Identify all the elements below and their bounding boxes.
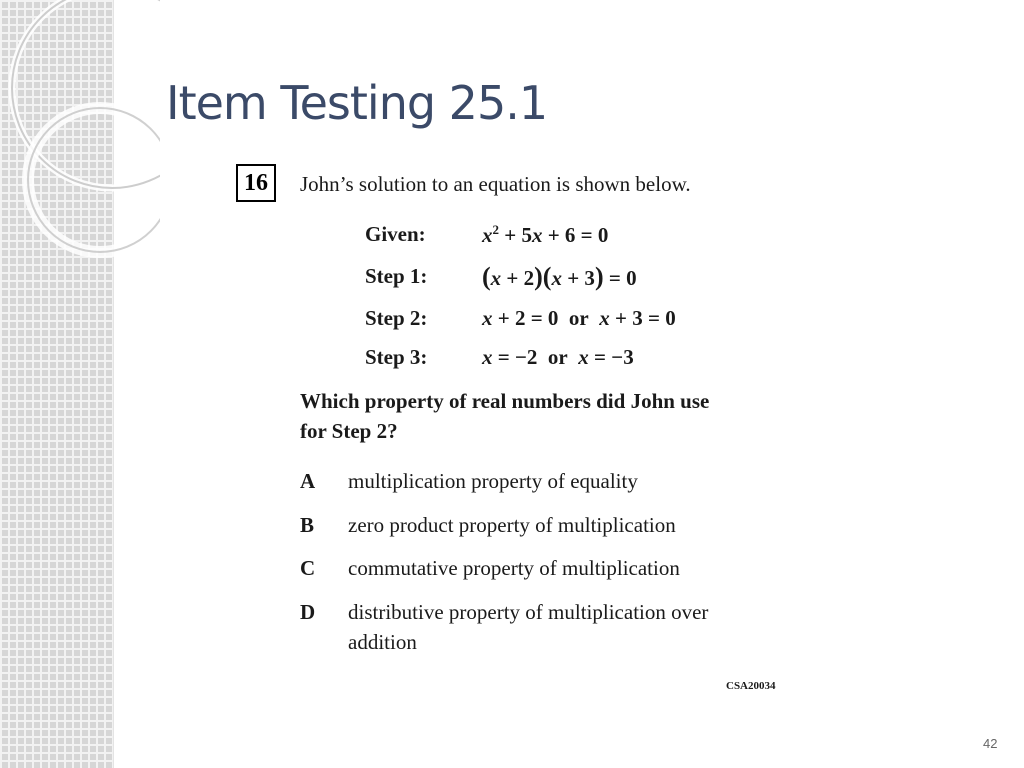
question-prompt-line2: for Step 2? [300, 419, 398, 443]
step-label-2: Step 2: [365, 306, 428, 330]
option-d-letter: D [300, 600, 316, 624]
page-number: 42 [983, 736, 998, 751]
equation-step-2: x + 2 = 0 or x + 3 = 0 [482, 306, 676, 330]
option-c-text: commutative property of multiplication [348, 556, 680, 580]
option-a-letter: A [300, 469, 316, 493]
step-label-given: Given: [365, 222, 426, 246]
step-label-3: Step 3: [365, 345, 428, 369]
step-label-1: Step 1: [365, 264, 428, 288]
option-c-letter: C [300, 556, 316, 580]
option-b-text: zero product property of multiplication [348, 513, 676, 537]
slide-title: Item Testing 25.1 [166, 76, 548, 130]
option-a-text: multiplication property of equality [348, 469, 638, 493]
question-intro: John’s solution to an equation is shown below. [300, 172, 691, 196]
question-number: 16 [236, 164, 276, 202]
option-d-text-line2: addition [348, 630, 417, 654]
equation-step-1: (x + 2)(x + 3) = 0 [482, 262, 637, 291]
question-prompt-line1: Which property of real numbers did John use [300, 389, 710, 413]
equation-given: $x^2 + 5x + 6 = 0$ [482, 222, 609, 247]
option-b-letter: B [300, 513, 315, 537]
decorative-circles [0, 0, 160, 260]
equation-step-3: x = −2 or x = −3 [482, 345, 634, 369]
option-d-text-line1: distributive property of multiplication over [348, 600, 709, 624]
item-code: CSA20034 [726, 680, 776, 692]
